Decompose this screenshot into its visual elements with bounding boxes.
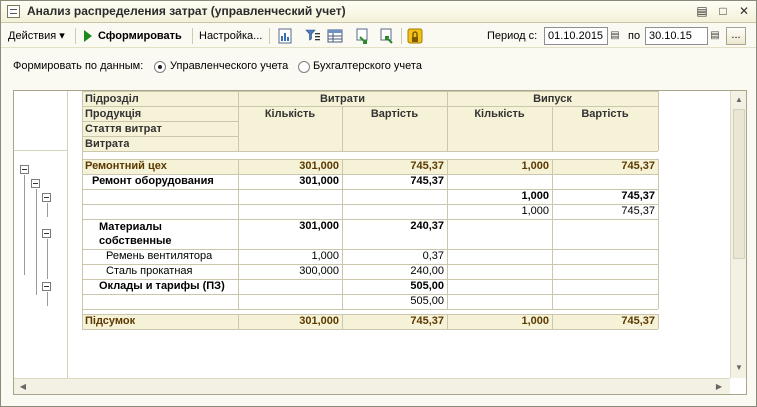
scroll-thumb[interactable]: [733, 109, 745, 259]
tree-header: [14, 91, 68, 151]
cost-amount: 505,00: [410, 295, 444, 307]
grid-line: [552, 159, 553, 309]
period-to-input[interactable]: 30.10.15: [645, 27, 708, 45]
grid-line: [342, 314, 343, 329]
scroll-up-icon[interactable]: ▲: [735, 95, 743, 104]
collapse-box-icon[interactable]: [42, 229, 51, 238]
tree-line: [47, 203, 48, 217]
cost-qty: 1,000: [311, 250, 339, 262]
play-icon: [84, 30, 92, 42]
title-bar: [1, 1, 756, 23]
tree-line: [47, 239, 48, 279]
grid-line: [342, 106, 343, 151]
collapse-icon[interactable]: [379, 28, 395, 44]
generate-button[interactable]: Сформировать: [98, 30, 182, 42]
grid-line: [82, 106, 658, 107]
cost-amount: 505,00: [410, 280, 444, 292]
vertical-scrollbar[interactable]: [730, 91, 747, 378]
help-icon[interactable]: [407, 28, 423, 44]
chevron-down-icon: ▾: [59, 30, 65, 42]
grid-line: [447, 314, 448, 329]
total-label: Підсумок: [85, 315, 136, 327]
radio-management[interactable]: [154, 61, 166, 73]
grid-line: [238, 159, 239, 309]
form-icon: [7, 5, 20, 18]
window-title: Анализ распределения затрат (управленческий учет): [27, 4, 346, 18]
scroll-left-icon[interactable]: ◀: [19, 382, 27, 391]
group-header-output: Випуск: [533, 93, 572, 105]
settings-button[interactable]: Настройка...: [199, 30, 263, 42]
total-cost-amount: 745,37: [410, 315, 444, 327]
period-select-button[interactable]: ...: [726, 27, 746, 45]
collapse-box-icon[interactable]: [42, 193, 51, 202]
radio-accounting-label[interactable]: Бухгалтерского учета: [313, 60, 422, 72]
grouping-tree: [14, 91, 68, 378]
restore-icon[interactable]: □: [719, 4, 727, 18]
row-label: Оклады и тарифы (ПЗ): [99, 280, 225, 292]
output-qty: 1,000: [521, 160, 549, 172]
grid-line: [447, 159, 448, 309]
output-amount: 745,37: [621, 160, 655, 172]
table-icon[interactable]: [327, 28, 343, 44]
toolbar-separator: [401, 28, 402, 44]
grid-line: [82, 329, 658, 330]
output-amount: 745,37: [621, 190, 655, 202]
grid-line: [82, 309, 658, 310]
toolbar-separator: [192, 28, 193, 44]
row-header-expense: Витрата: [85, 138, 130, 150]
row-header-cost-item: Стаття витрат: [85, 123, 162, 135]
row-header-department: Підрозділ: [85, 93, 139, 105]
radio-accounting[interactable]: [298, 61, 310, 73]
col-header-cost: Вартість: [370, 108, 419, 120]
calendar-icon[interactable]: ▤: [710, 30, 720, 41]
report-grid[interactable]: [13, 90, 747, 395]
cost-qty: 301,000: [299, 175, 339, 187]
grid-line: [82, 136, 238, 137]
calendar-icon[interactable]: ▤: [610, 30, 620, 41]
cost-amount: 0,37: [422, 250, 444, 262]
row-header-product: Продукція: [85, 108, 142, 120]
row-label: Ремонт оборудования: [92, 175, 214, 187]
actions-label: Действия: [8, 30, 57, 42]
row-label: Материалы собственные: [99, 221, 172, 247]
output-qty: 1,000: [521, 205, 549, 217]
period-from-label: Период с:: [487, 30, 538, 42]
scroll-right-icon[interactable]: ▶: [715, 382, 723, 391]
grid-line: [552, 314, 553, 329]
cost-amount: 240,37: [410, 220, 444, 232]
collapse-box-icon[interactable]: [20, 165, 29, 174]
window-menu-icon[interactable]: ▤: [696, 4, 708, 18]
group-header-costs: Витрати: [319, 93, 366, 105]
radio-management-label[interactable]: Управленческого учета: [170, 60, 289, 72]
grid-line: [82, 121, 238, 122]
grid-line: [658, 91, 659, 151]
row-label: Сталь прокатная: [106, 265, 193, 277]
col-header-qty: Кількість: [264, 108, 316, 120]
period-to-label: по: [628, 30, 641, 42]
cost-qty: 301,000: [299, 160, 339, 172]
tree-line: [24, 175, 25, 275]
horizontal-scrollbar[interactable]: [14, 378, 730, 394]
grid-line: [238, 91, 239, 151]
expand-icon[interactable]: [355, 28, 371, 44]
collapse-box-icon[interactable]: [31, 179, 40, 188]
grid-line: [238, 314, 239, 329]
cost-amount: 745,37: [410, 175, 444, 187]
grid-line: [82, 91, 658, 92]
toolbar-separator: [75, 28, 76, 44]
output-amount: 745,37: [621, 205, 655, 217]
row-label: Ремонтний цех: [85, 160, 167, 172]
cost-amount: 240,00: [410, 265, 444, 277]
grid-line: [658, 314, 659, 329]
filter-icon[interactable]: [305, 28, 321, 44]
grid-line: [658, 159, 659, 309]
row-label: Ремень вентилятора: [106, 250, 213, 262]
total-cost-qty: 301,000: [299, 315, 339, 327]
toolbar: [1, 24, 756, 48]
tree-line: [47, 292, 48, 306]
cost-qty: 300,000: [299, 265, 339, 277]
total-output-qty: 1,000: [521, 315, 549, 327]
cost-qty: 301,000: [299, 220, 339, 232]
col-header-cost: Вартість: [581, 108, 629, 120]
grid-line: [342, 159, 343, 309]
grid-line: [82, 151, 658, 152]
toolbar-separator: [269, 28, 270, 44]
collapse-box-icon[interactable]: [42, 282, 51, 291]
grid-line: [82, 91, 83, 329]
total-output-amount: 745,37: [621, 315, 655, 327]
scroll-down-icon[interactable]: ▼: [735, 363, 743, 372]
cost-amount: 745,37: [410, 160, 444, 172]
tree-line: [36, 189, 37, 295]
col-header-qty: Кількість: [474, 108, 525, 120]
actions-menu[interactable]: [8, 28, 65, 44]
output-qty: 1,000: [521, 190, 549, 202]
report-icon[interactable]: [277, 28, 293, 44]
grid-line: [552, 106, 553, 151]
close-icon[interactable]: ✕: [738, 4, 750, 18]
period-from-input[interactable]: 01.10.2015: [544, 27, 608, 45]
grid-line: [447, 91, 448, 151]
form-by-label: Формировать по данным:: [13, 60, 144, 72]
